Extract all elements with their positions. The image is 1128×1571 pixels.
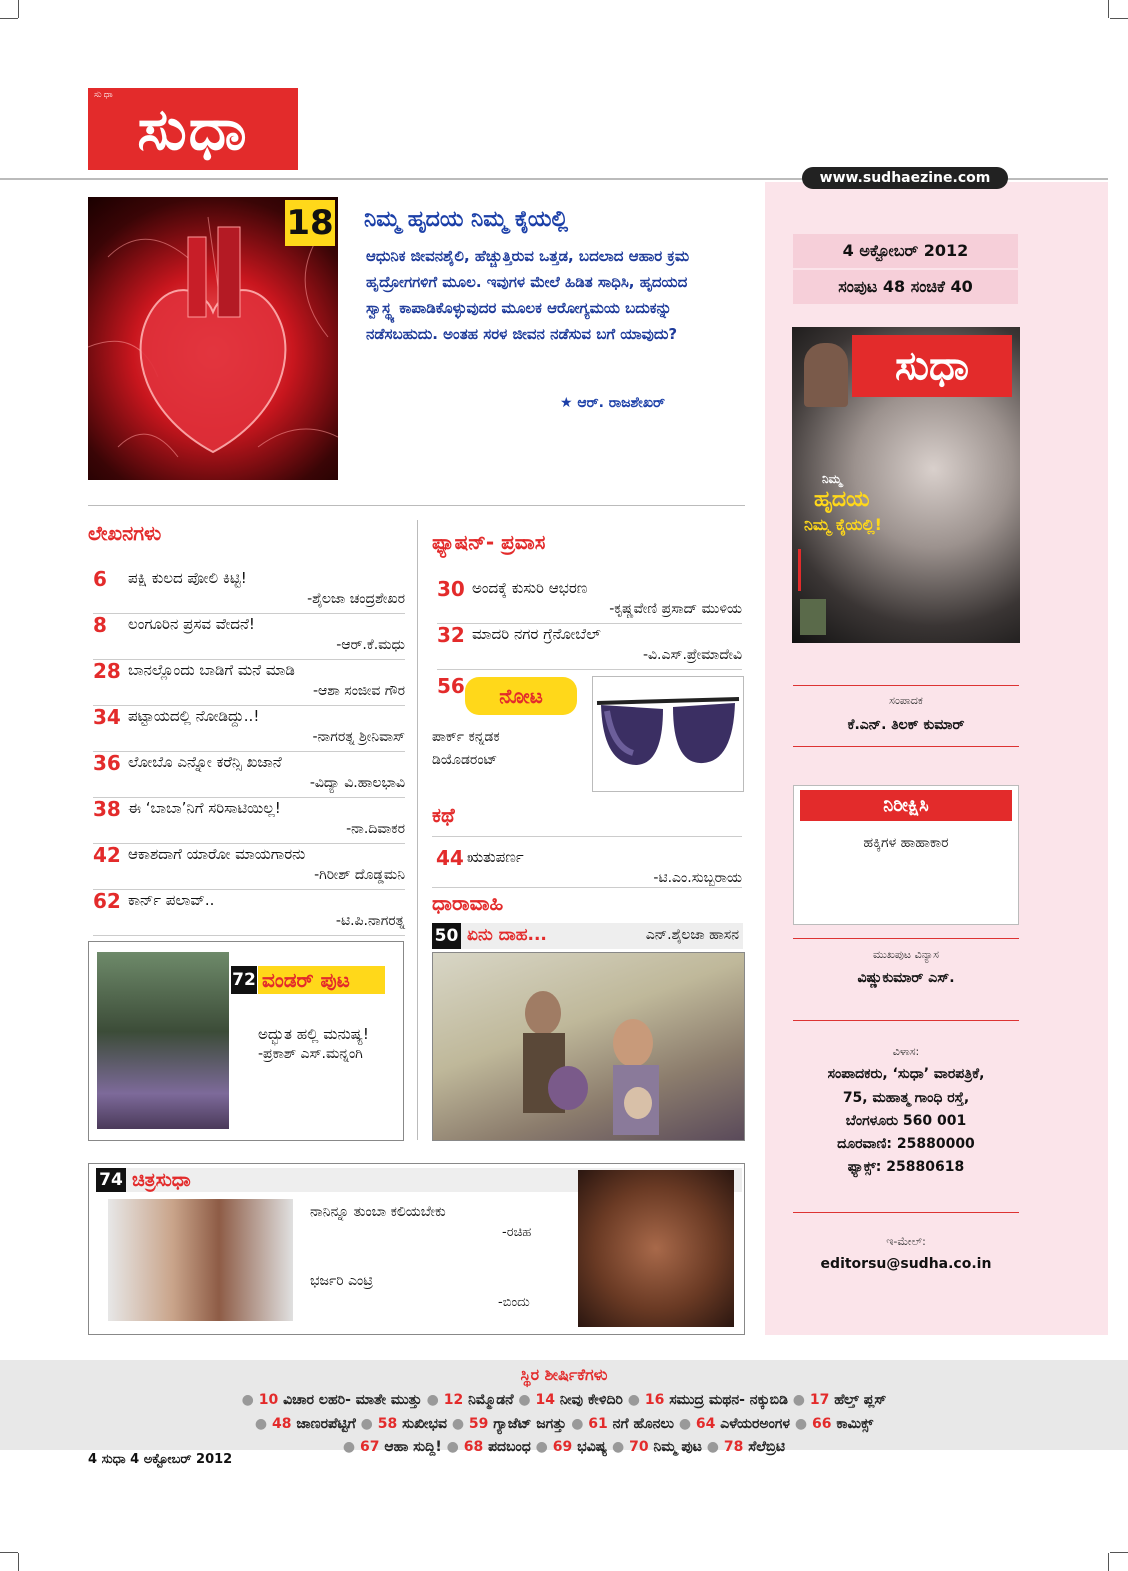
crop-mark — [1110, 1552, 1128, 1553]
cover-line1: ನಿಮ್ಮ — [822, 472, 842, 486]
bullet-icon: ● — [790, 1416, 812, 1432]
fax: ಫ್ಯಾಕ್ಸ್: 25880618 — [847, 1159, 965, 1175]
editor-name: ಕೆ.ಎನ್. ತಿಲಕ್ ಕುಮಾರ್ — [847, 717, 965, 733]
chitra-item1-title[interactable]: ನಾನಿನ್ನೂ ತುಂಬಾ ಕಲಿಯಬೇಕು — [310, 1204, 446, 1220]
regular-columns-line — [0, 1392, 1128, 1408]
toc-rule — [93, 705, 405, 706]
regular-columns-title: ಸ್ಥಿರ ಶೀರ್ಷಿಕೆಗಳು — [520, 1365, 608, 1384]
bullet-icon: ● — [673, 1416, 696, 1432]
phone: ದೂರವಾಣಿ: 25880000 — [837, 1136, 975, 1152]
column-page-number: 70 — [629, 1439, 654, 1455]
toc-author: -ಗಿರೀಶ್ ದೊಡ್ಡಮನಿ — [314, 867, 405, 883]
special-badge[interactable]: ನೋಟ — [465, 677, 577, 715]
toc-page-number: 34 — [93, 705, 121, 729]
address-label: ವಿಳಾಸ: — [892, 1045, 920, 1058]
chitra-heading[interactable]: ಚಿತ್ರಸುಧಾ — [132, 1169, 191, 1191]
toc-rule — [93, 751, 405, 752]
toc-rule — [437, 623, 742, 624]
story-heading: ಕಥೆ — [432, 803, 455, 827]
crop-mark — [1108, 1553, 1109, 1571]
sidebar-rule — [793, 685, 1019, 686]
address-line1: ಸಂಪಾದಕರು, ‘ಸುಧಾ’ ವಾರಪತ್ರಿಕೆ, — [827, 1066, 985, 1082]
toc-title: ಅಂದಕ್ಕೆ ಕುಸುರಿ ಆಭರಣ — [472, 579, 588, 597]
column-page-number: 10 — [258, 1392, 284, 1408]
column-title[interactable]: ಪದಬಂಧ — [488, 1439, 531, 1455]
story-title: ಋತುಪರ್ಣ — [467, 848, 524, 866]
column-page-number: 61 — [588, 1416, 613, 1432]
bullet-icon: ● — [421, 1392, 444, 1408]
serial-author: ಎನ್.ಶೈಲಜಾ ಹಾಸನ — [645, 927, 739, 943]
cover-thumbnail[interactable] — [792, 327, 1020, 643]
sidebar-rule — [793, 746, 1019, 747]
serial-bar[interactable] — [461, 923, 743, 949]
column-title[interactable]: ನಿಮ್ಮ ಪುಟ — [653, 1439, 702, 1455]
bullet-icon: ● — [530, 1439, 553, 1455]
lizard-man-image — [97, 952, 229, 1129]
column-divider — [417, 520, 418, 1140]
column-title[interactable]: ವಿಚಾರ ಲಹರಿ- ಮಾತೇ ಮುತ್ತು — [283, 1392, 422, 1408]
serial-page-number: 50 — [432, 923, 461, 949]
column-title[interactable]: ನಿಮ್ಮೊಡನೆ — [468, 1392, 514, 1408]
column-title[interactable]: ಕಾಮಿಕ್ಸ್ — [836, 1416, 874, 1432]
feature-page-number: 18 — [285, 200, 335, 246]
issue-date: 4 ಅಕ್ಟೋಬರ್ 2012 — [793, 234, 1018, 268]
toc-author: -ನಾ.ದಿವಾಕರ — [346, 821, 405, 837]
story-rule — [432, 887, 742, 888]
toc-title: ಈ ‘ಬಾಬಾ’ನಿಗೆ ಸರಿಸಾಟಿಯಿಲ್ಲ! — [128, 799, 281, 817]
cover-logo: ಸುಧಾ — [852, 335, 1012, 397]
column-page-number: 78 — [723, 1439, 749, 1455]
crop-mark — [0, 1552, 18, 1553]
bullet-icon: ● — [446, 1416, 469, 1432]
toc-title: ಆಕಾಶದಾಗೆ ಯಾರೋ ಮಾಯಗಾರನು — [128, 845, 306, 863]
column-title[interactable]: ನಗೆ ಹೊನಲು — [612, 1416, 674, 1432]
feature-author: ★ ಆರ್. ರಾಜಶೇಖರ್ — [560, 395, 665, 411]
crop-mark — [1110, 18, 1128, 19]
toc-page-number: 32 — [437, 623, 465, 647]
bullet-icon: ● — [607, 1439, 630, 1455]
special-page-number: 56 — [437, 674, 465, 698]
bullet-icon: ● — [355, 1416, 378, 1432]
column-page-number: 68 — [463, 1439, 489, 1455]
column-page-number: 66 — [811, 1416, 837, 1432]
column-page-number: 16 — [644, 1392, 670, 1408]
column-title[interactable]: ಭವಿಷ್ಯ — [577, 1439, 608, 1455]
toc-page-number: 42 — [93, 843, 121, 867]
chitra-item1-author: -ರಚಿಹ — [502, 1225, 532, 1240]
column-title[interactable]: ಸೆಲೆಬ್ರಿಟಿ — [748, 1439, 786, 1455]
column-page-number: 14 — [535, 1392, 560, 1408]
toc-author: -ಶೈಲಜಾ ಚಂದ್ರಶೇಖರ — [307, 591, 405, 607]
column-page-number: 48 — [271, 1416, 297, 1432]
column-page-number: 69 — [552, 1439, 578, 1455]
logo-text: ಸುಧಾ — [137, 94, 249, 163]
crop-mark — [0, 18, 18, 19]
toc-title: ಕಾರ್ನ್ ಪಲಾವ್.. — [128, 891, 215, 909]
toc-author: -ಟಿ.ಪಿ.ನಾಗರತ್ನ — [335, 913, 405, 929]
serial-title: ಏನು ದಾಹ... — [467, 925, 547, 945]
serial-heading: ಧಾರಾವಾಹಿ — [432, 891, 504, 915]
actress-photo — [108, 1199, 293, 1321]
sunglasses-image — [592, 676, 744, 792]
wonder-page-number: 72 — [231, 966, 257, 994]
logo-tag: ಸುಧಾ — [94, 90, 115, 100]
special-line1: ಪಾರ್ಕ್ ಕನ್ನಡಕ — [432, 729, 500, 745]
bullet-icon: ● — [241, 1392, 259, 1408]
address-line3: ಬೆಂಗಳೂರು 560 001 — [845, 1113, 967, 1129]
toc-title: ಲೋಬೊ ಎನ್ನೋ ಕರೆನ್ಸಿ ಖಜಾನೆ — [128, 753, 282, 771]
column-page-number: 64 — [695, 1416, 721, 1432]
chitra-item2-title[interactable]: ಭರ್ಜರಿ ಎಂಟ್ರಿ — [310, 1273, 374, 1289]
cover-bullets — [798, 549, 865, 591]
magazine-logo[interactable] — [88, 88, 298, 170]
actor-photo — [578, 1170, 734, 1327]
toc-title: ಪಟ್ಟಾಯದಲ್ಲಿ ನೋಡಿದ್ದು..! — [128, 707, 260, 725]
bullet-icon: ● — [441, 1439, 464, 1455]
address-line2: 75, ಮಹಾತ್ಮ ಗಾಂಧಿ ರಸ್ತೆ, — [842, 1090, 970, 1106]
bullet-icon: ● — [787, 1392, 810, 1408]
column-title[interactable]: ಎಳೆಯರಅಂಗಳ — [720, 1416, 790, 1432]
section-divider — [88, 505, 745, 506]
feature-title[interactable]: ನಿಮ್ಮ ಹೃದಯ ನಿಮ್ಮ ಕೈಯಲ್ಲಿ — [364, 207, 569, 232]
column-title[interactable]: ಆಹಾ ಸುದ್ದಿ! — [384, 1439, 442, 1455]
special-line2: ಡಿಯೊಡರಂಟ್ — [432, 752, 498, 768]
toc-title: ಪಕ್ಷಿ ಕುಲದ ಪೋಲಿ ಕಿಟ್ಟಿ! — [128, 569, 247, 587]
bullet-icon: ● — [254, 1416, 272, 1432]
toc-author: -ಕೃಷ್ಣವೇಣಿ ಪ್ರಸಾದ್ ಮುಳಿಯ — [609, 601, 742, 617]
column-title[interactable]: ಸುಖೀಭವ — [402, 1416, 447, 1432]
column-title[interactable]: ಸಮುದ್ರ ಮಥನ- ನಕ್ಕುಬಿಡಿ — [669, 1392, 788, 1408]
cover-small-photo — [800, 599, 826, 635]
fashion-heading: ಫ್ಯಾಷನ್- ಪ್ರವಾಸ — [432, 530, 546, 554]
toc-author: -ವಿ.ಎಸ್.ಪ್ರೇಮಾದೇವಿ — [642, 647, 742, 663]
toc-rule — [437, 669, 742, 670]
toc-rule — [93, 659, 405, 660]
story-page-number: 44 — [436, 846, 464, 870]
column-page-number: 17 — [809, 1392, 835, 1408]
toc-rule — [93, 613, 405, 614]
column-page-number: 12 — [443, 1392, 469, 1408]
articles-heading: ಲೇಖನಗಳು — [88, 521, 162, 545]
toc-author: -ವಿದ್ಯಾ ವಿ.ಹಾಲಭಾವಿ — [309, 775, 405, 791]
email-address[interactable]: editorsu@sudha.co.in — [820, 1256, 992, 1272]
issue-volume: ಸಂಪುಟ 48 ಸಂಚಿಕೆ 40 — [793, 270, 1018, 304]
column-title[interactable]: ಗ್ಯಾಜೆಟ್ ಜಗತ್ತು — [493, 1416, 567, 1432]
toc-page-number: 62 — [93, 889, 121, 913]
toc-author: -ನಾಗರತ್ನ ಶ್ರೀನಿವಾಸ್ — [312, 729, 405, 745]
toc-page-number: 38 — [93, 797, 121, 821]
toc-page-number: 28 — [93, 659, 121, 683]
crop-mark — [18, 0, 19, 18]
cover-inset-photo — [804, 343, 848, 407]
feature-summary: ಆಧುನಿಕ ಜೀವನಶೈಲಿ, ಹೆಚ್ಚುತ್ತಿರುವ ಒತ್ತಡ, ಬದಲಾದ ಆಹಾರ ಕ್ರಮ ಹೃದ್ರೋಗಗಳಿಗೆ ಮೂಲ. ಇವುಗಳ ಮೇಲೆ ಹಿಡಿತ ಸಾಧಿಸಿ, ಹೃದಯದ ಸ್ವಾಸ್ಥ್ಯ ಕಾಪಾಡಿಕೊಳ್ಳುವುದರ ಮೂಲಕ ಆರೋಗ್ಯಮಯ ಬದುಕನ್ನು ನಡೆಸಬಹುದು. ಅಂತಹ ಸರಳ ಜೀವನ ನಡೆಸುವ ಬಗೆ ಯಾವುದು? — [366, 247, 690, 343]
editor-label: ಸಂಪಾದಕ — [889, 694, 923, 707]
wonder-title[interactable]: ಅದ್ಭುತ ಹಲ್ಲಿ ಮನುಷ್ಯ! — [258, 1025, 369, 1043]
toc-author: -ಆಶಾ ಸಂಜೀವ ಗೌರ — [312, 683, 405, 699]
wonder-heading[interactable]: ವಂಡರ್ ಪುಟ — [258, 966, 385, 994]
column-page-number: 59 — [468, 1416, 494, 1432]
bullet-icon: ● — [622, 1392, 645, 1408]
toc-page-number: 8 — [93, 613, 107, 637]
toc-title: ಬಾನಲ್ಲೊಂದು ಬಾಡಿಗೆ ಮನೆ ಮಾಡಿ — [128, 661, 295, 679]
page-folio: 4 ಸುಧಾ 4 ಅಕ್ಟೋಬರ್ 2012 — [88, 1452, 233, 1467]
crop-mark — [18, 1553, 19, 1571]
toc-page-number: 6 — [93, 567, 107, 591]
expect-box — [793, 785, 1019, 925]
toc-page-number: 36 — [93, 751, 121, 775]
bullet-icon: ● — [513, 1392, 536, 1408]
cover-line2: ಹೃದಯ — [814, 487, 870, 512]
bullet-icon: ● — [342, 1439, 361, 1455]
toc-title: ಮಾದರಿ ನಗರ ಗ್ರೆನೋಬೆಲ್ — [472, 625, 601, 643]
column-page-number: 67 — [360, 1439, 385, 1455]
bullet-icon: ● — [566, 1416, 589, 1432]
column-title[interactable]: ಹೆಲ್ತ್ ಪ್ಲಸ್ — [834, 1392, 887, 1408]
sidebar-rule — [793, 1212, 1019, 1213]
expect-text[interactable]: ಹಕ್ಕಿಗಳ ಹಾಹಾಕಾರ — [863, 835, 949, 851]
crop-mark — [1108, 0, 1109, 18]
chitra-item2-author: -ಬಿಂದು — [498, 1295, 530, 1310]
column-title[interactable]: ನೀವು ಕೇಳಿದಿರಿ — [559, 1392, 623, 1408]
toc-author: -ಆರ್.ಕೆ.ಮಧು — [336, 637, 405, 653]
toc-rule — [93, 935, 405, 936]
regular-columns-line — [0, 1416, 1128, 1432]
chitra-page-number: 74 — [96, 1168, 126, 1192]
bullet-icon: ● — [701, 1439, 724, 1455]
website-link[interactable]: www.sudhaezine.com — [802, 167, 1008, 189]
wonder-author: -ಪ್ರಕಾಶ್ ಎಸ್.ಮನ್ನಂಗಿ — [258, 1046, 363, 1062]
story-author: -ಟಿ.ಎಂ.ಸುಬ್ಬರಾಯ — [653, 870, 742, 886]
toc-title: ಲಂಗೂರಿನ ಪ್ರಸವ ವೇದನೆ! — [128, 615, 255, 633]
column-page-number: 58 — [377, 1416, 403, 1432]
toc-rule — [93, 843, 405, 844]
expect-heading: ನಿರೀಕ್ಷಿಸಿ — [800, 790, 1012, 821]
column-title[interactable]: ಜಾಣರಪೆಟ್ಟಿಗೆ — [296, 1416, 356, 1432]
toc-rule — [93, 797, 405, 798]
toc-rule — [93, 889, 405, 890]
serial-illustration — [432, 952, 745, 1141]
design-name: ವಿಷ್ಣುಕುಮಾರ್ ಎಸ್. — [857, 970, 955, 986]
cover-line3: ನಿಮ್ಮ ಕೈಯಲ್ಲಿ! — [804, 515, 882, 534]
toc-page-number: 30 — [437, 577, 465, 601]
sidebar-rule — [793, 1020, 1019, 1021]
email-label: ಇ-ಮೇಲ್: — [886, 1235, 926, 1248]
design-label: ಮುಖಪುಟ ವಿನ್ಯಾಸ — [872, 948, 940, 961]
sidebar-rule — [793, 938, 1019, 939]
story-rule — [432, 836, 742, 837]
